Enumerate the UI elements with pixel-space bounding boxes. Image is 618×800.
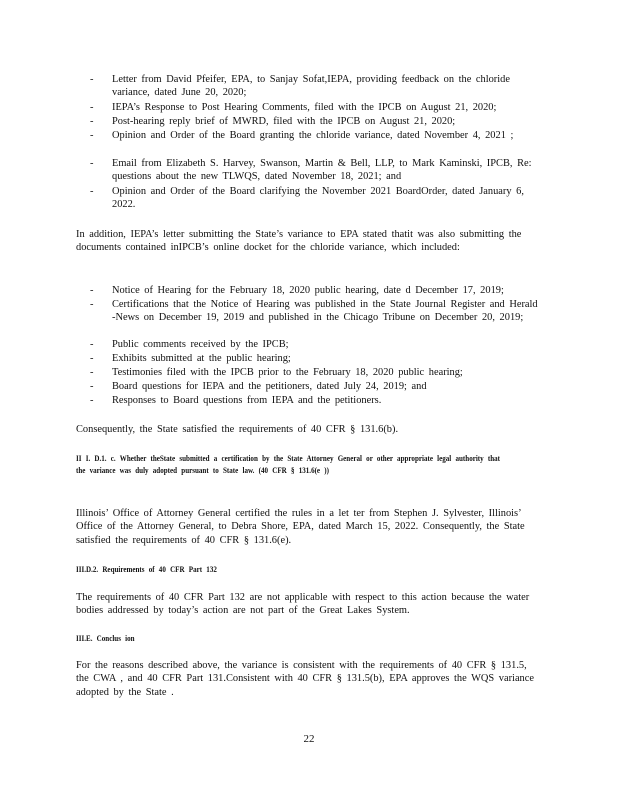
bullet-dash: -	[90, 353, 94, 364]
bullet-dash: -	[90, 158, 94, 169]
bullet-item	[90, 129, 540, 142]
bullet-item	[90, 101, 540, 114]
bullet-dash: -	[90, 186, 94, 197]
bullet-item	[90, 352, 540, 365]
bullet-dash: -	[90, 130, 94, 141]
bullet-text: Email from Elizabeth S. Harvey, Swanson, Martin & Bell, LLP, to Mark Kaminski, IPCB, Re: questions about the new TLWQS, dated November 18, 2021; and	[112, 158, 532, 183]
bullet-item	[90, 380, 540, 393]
bullet-item	[90, 338, 540, 351]
bullet-dash: -	[90, 102, 94, 113]
bullet-dash: -	[90, 116, 94, 127]
bullet-text: Opinion and Order of the Board clarifying the November 2021 BoardOrder, dated January 6, 2022.	[112, 186, 524, 211]
bullet-item	[90, 394, 540, 407]
bullet-dash: -	[90, 74, 94, 85]
bullet-dash: -	[90, 299, 94, 310]
bullet-dash: -	[90, 339, 94, 350]
bullet-text: Board questions for IEPA and the petitioners, dated July 24, 2019; and	[112, 381, 427, 392]
bullet-item	[90, 298, 540, 325]
paragraph: For the reasons described above, the variance is consistent with the requirements of 40 CFR § 131.5, the CWA , and 40 CFR Part 131.Consistent with 40 CFR § 131.5(b), EPA approves the WQS variance adopted by the State .	[76, 660, 534, 698]
bullet-item	[90, 115, 540, 128]
bullet-item	[90, 73, 540, 100]
bullet-item	[90, 157, 540, 184]
bullet-text: Notice of Hearing for the February 18, 2020 public hearing, date d December 17, 2019;	[112, 285, 504, 296]
section-heading: III.D.2. Requirements of 40 CFR Part 132	[76, 564, 217, 574]
bullet-dash: -	[90, 381, 94, 392]
paragraph: The requirements of 40 CFR Part 132 are not applicable with respect to this action because the water bodies addressed by today’s action are not part of the Great Lakes System.	[76, 592, 530, 617]
paragraph: Consequently, the State satisfied the requirements of 40 CFR § 131.6(b).	[76, 424, 399, 435]
bullet-item	[90, 185, 540, 212]
bullet-text: Testimonies filed with the IPCB prior to the February 18, 2020 public hearing;	[112, 367, 463, 378]
bullet-item	[90, 284, 540, 297]
bullet-text: Opinion and Order of the Board granting the chloride variance, dated November 4, 2021 ;	[112, 130, 514, 141]
paragraph: In addition, IEPA’s letter submitting the State’s variance to EPA stated thatit was also submitting the documents contained inIPCB’s online docket for the chloride variance, which included:	[76, 229, 522, 254]
paragraph: Illinois’ Office of Attorney General certified the rules in a let ter from Stephen J. Sylvester, Illinois’ Office of the Attorney General, to Debra Shore, EPA, dated March 15, 2022. Consequently, the State satisfied the requirements of 40 CFR § 131.6(e).	[76, 508, 525, 546]
bullet-dash: -	[90, 285, 94, 296]
section-heading: II I. D.1. c. Whether theState submitted a certification by the State Attorney General or other appropriate legal authority that the variance was duly adopted pursuant to State law. (40 CFR § 131.6(e ))	[76, 453, 501, 475]
bullet-text: IEPA’s Response to Post Hearing Comments, filed with the IPCB on August 21, 2020;	[112, 102, 497, 113]
bullet-dash: -	[90, 395, 94, 406]
page-number: 22	[303, 733, 315, 745]
bullet-text: Responses to Board questions from IEPA and the petitioners.	[112, 395, 382, 406]
bullet-dash: -	[90, 367, 94, 378]
bullet-text: Public comments received by the IPCB;	[112, 339, 289, 350]
bullet-text: Letter from David Pfeifer, EPA, to Sanjay Sofat,IEPA, providing feedback on the chloride variance, dated June 20, 2020;	[112, 74, 510, 99]
bullet-text: Certifications that the Notice of Hearing was published in the State Journal Register and Herald -News on December 19, 2019 and published in the Chicago Tribune on December 20, 2019;	[112, 299, 538, 324]
bullet-item	[90, 366, 540, 379]
bullet-text: Exhibits submitted at the public hearing;	[112, 353, 291, 364]
section-heading: III.E. Conclus ion	[76, 633, 135, 643]
bullet-text: Post-hearing reply brief of MWRD, filed with the IPCB on August 21, 2020;	[112, 116, 456, 127]
